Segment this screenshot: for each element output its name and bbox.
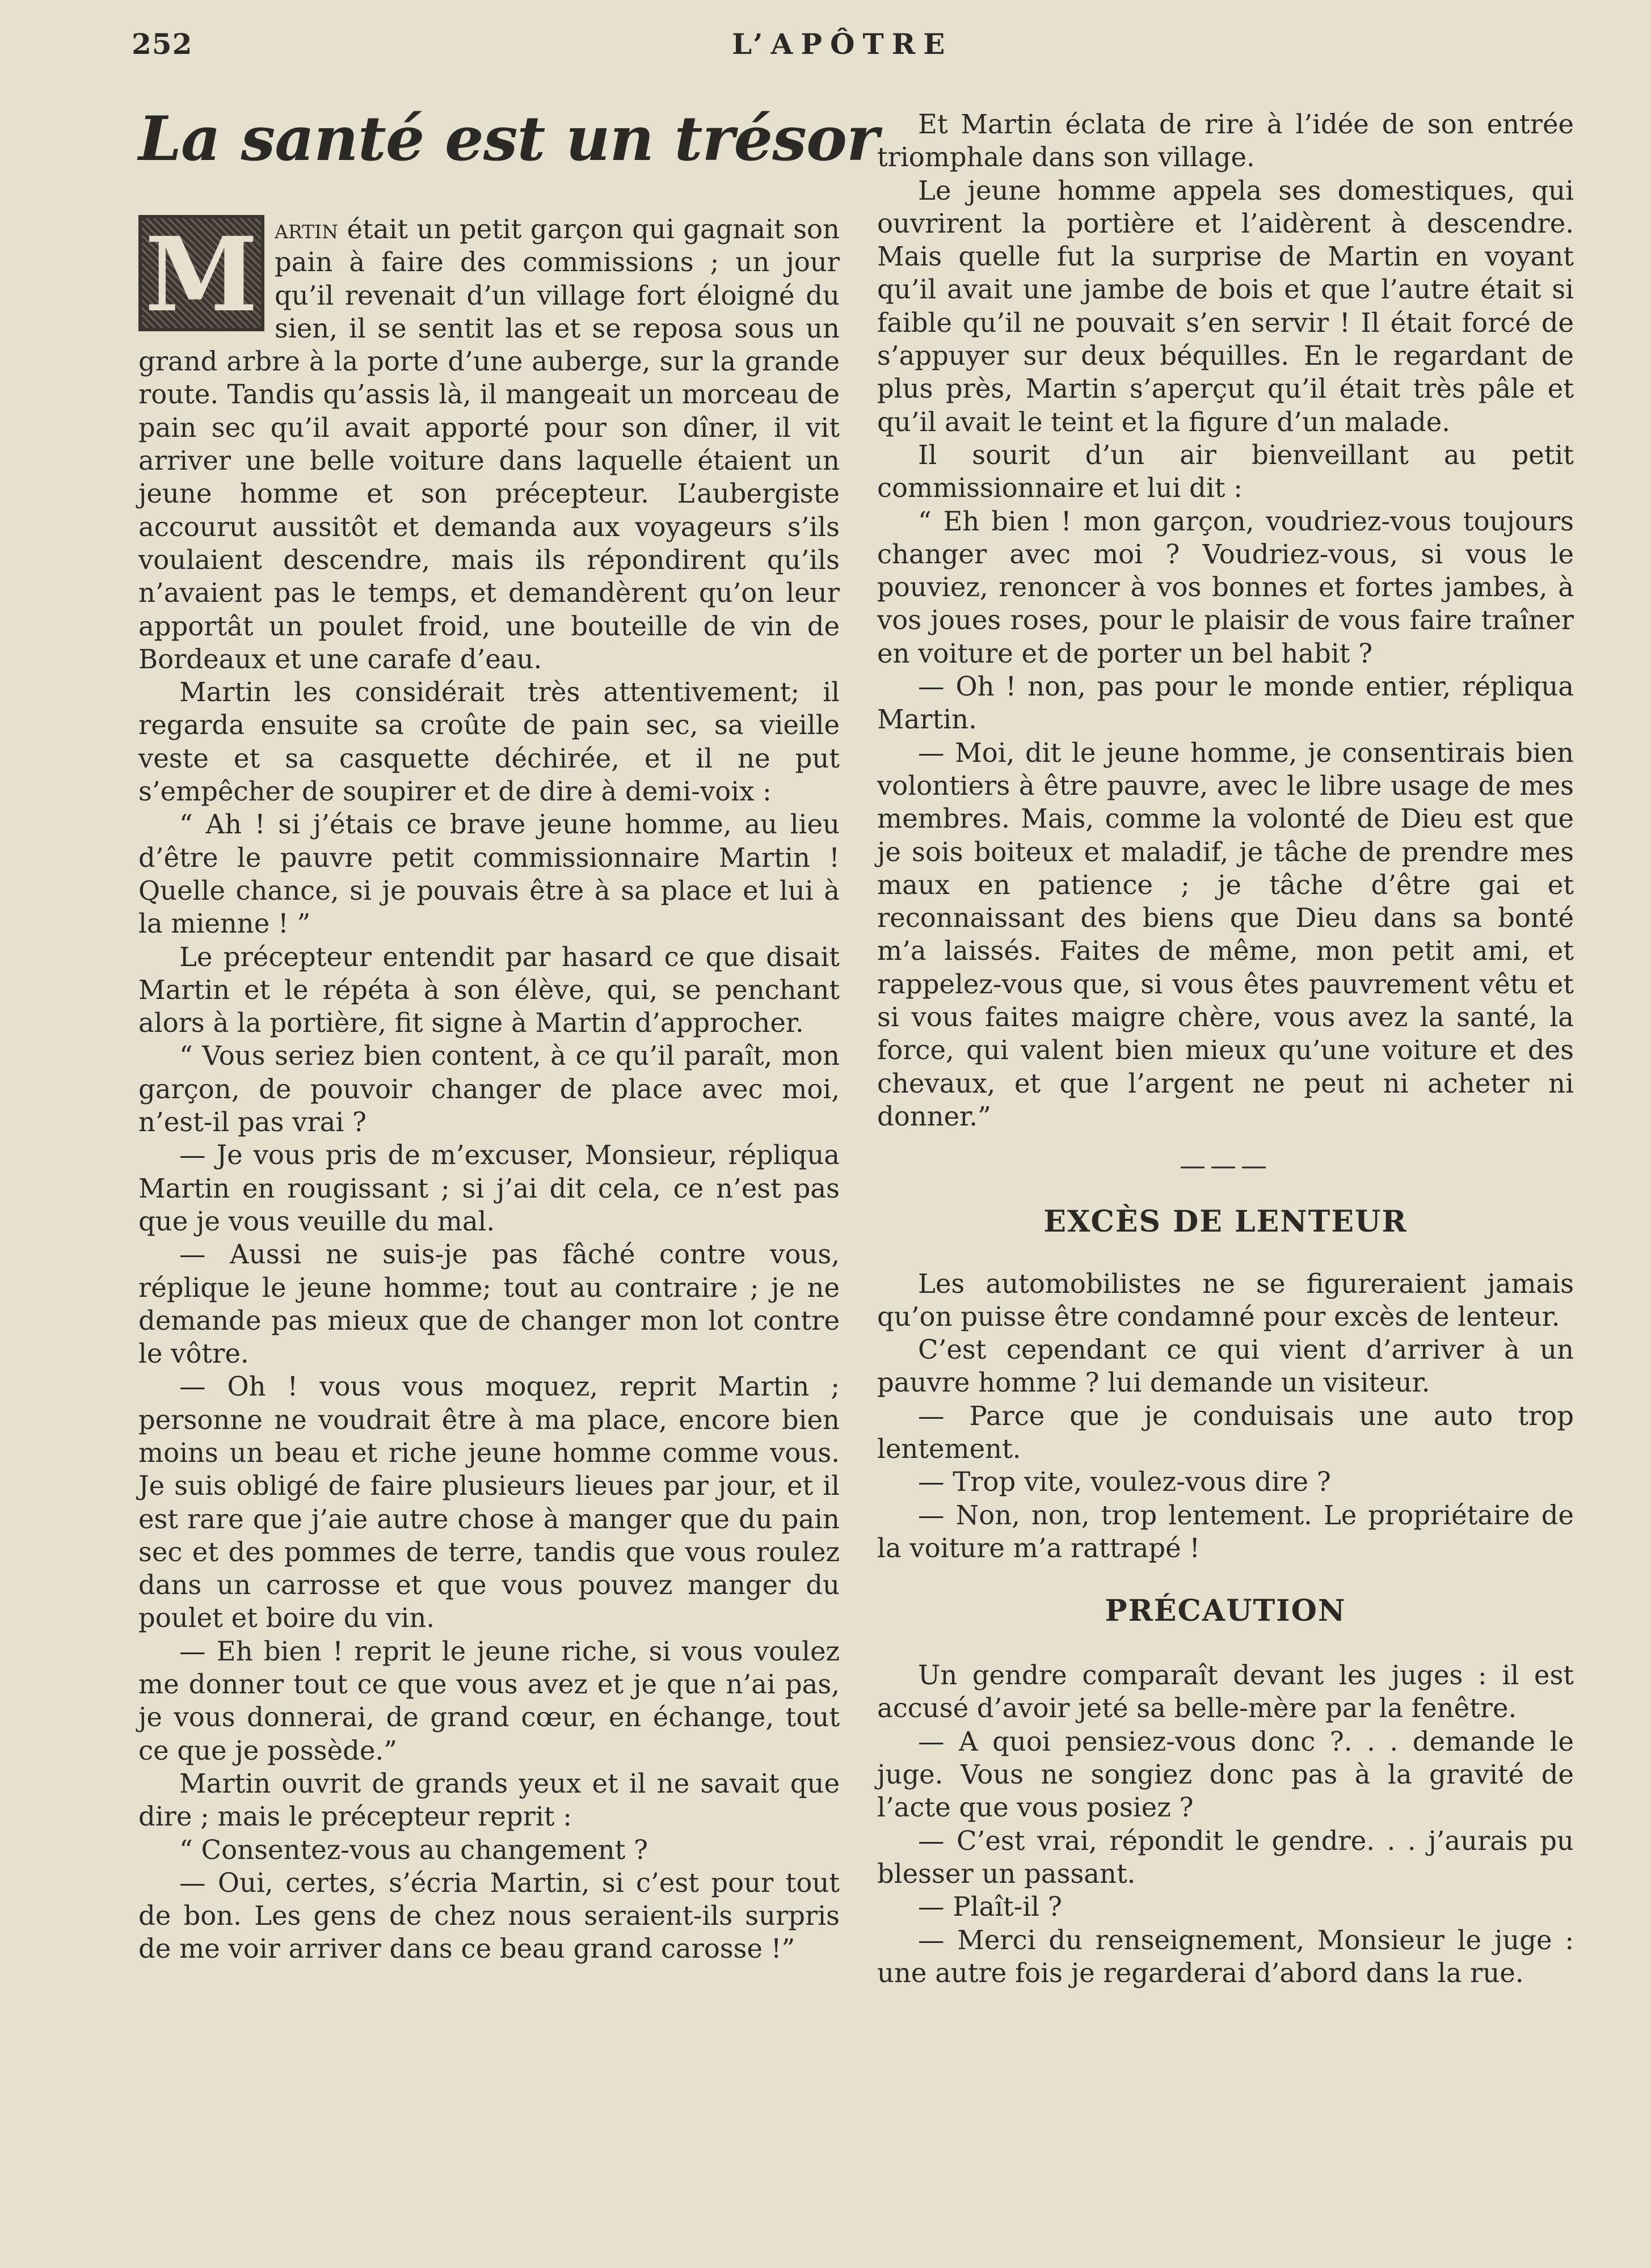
first-word-rest: artin xyxy=(275,214,339,244)
paragraph-text: était un petit garçon qui gagnait son pain à faire des commissions ; un jour qu’il revenait d’un village fort éloigné du sien, il se sentit las et se reposa sous un grand arbre à la porte d’une auberge, sur la grande route. Tandis qu’assis là, il mangeait un morceau de pain sec qu’il avait apporté pour son dîner, il vit arriver une belle voiture dans laquelle étaient un jeune homme et son précepteur. L’aubergiste accourut aussitôt et demanda aux voyageurs s’ils voulaient descendre, mais ils répondirent qu’ils n’avaient pas le temps, et demandèrent qu’on leur apportât un poulet froid, une bouteille de vin de Bordeaux et une carafe d’eau. xyxy=(138,214,840,675)
article-title: La santé est un trésor xyxy=(138,103,878,175)
lenteur-paragraph: — Non, non, trop lentement. Le propriétaire de la voiture m’a rattrapé ! xyxy=(877,1499,1574,1563)
right-column xyxy=(877,108,1574,1989)
page-number: 252 xyxy=(132,27,193,61)
left-column xyxy=(138,99,878,1966)
lenteur-paragraph: Les automobilistes ne se figureraient jamais qu’on puisse être condamné pour excès de lenteur. xyxy=(877,1268,1574,1332)
dropcap-letter: M xyxy=(145,215,258,335)
article-paragraph: — Eh bien ! reprit le jeune riche, si vous voulez me donner tout ce que vous avez et je que n’ai pas, je vous donnerai, de grand cœur, en échange, tout ce que je possède.” xyxy=(138,1635,840,1766)
lenteur-paragraph: — Trop vite, voulez-vous dire ? xyxy=(918,1466,1331,1498)
article-paragraph: Le précepteur entendit par hasard ce que disait Martin et le répéta à son élève, qui, se penchant alors à la portière, fit signe à Martin d’approcher. xyxy=(138,941,840,1039)
precaution-paragraph: — C’est vrai, répondit le gendre. . . j’aurais pu blesser un passant. xyxy=(877,1825,1574,1889)
article-paragraph xyxy=(138,213,840,676)
lenteur-paragraph: — Parce que je conduisais une auto trop lentement. xyxy=(877,1400,1574,1464)
section-heading-lenteur: EXCÈS DE LENTEUR xyxy=(1043,1204,1408,1239)
dropcap-ornament xyxy=(138,215,264,335)
article-paragraph: — Oh ! non, pas pour le monde entier, répliqua Martin. xyxy=(877,671,1574,735)
article-paragraph: “ Eh bien ! mon garçon, voudriez-vous toujours changer avec moi ? Voudriez-vous, si vous le pouviez, renoncer à vos bonnes et fortes jambes, à vos joues roses, pour le plaisir de vous faire traîner en voiture et de porter un bel habit ? xyxy=(877,505,1574,669)
article-paragraph: “ Vous seriez bien content, à ce qu’il paraît, mon garçon, de pouvoir changer de place avec moi, n’est-il pas vrai ? xyxy=(138,1040,840,1138)
article-paragraph: “ Ah ! si j’étais ce brave jeune homme, au lieu d’être le pauvre petit commissionnaire Martin ! Quelle chance, si je pouvais être à sa place et lui à la mienne ! ” xyxy=(138,809,840,939)
article-paragraph: Il sourit d’un air bienveillant au petit commissionnaire et lui dit : xyxy=(877,439,1574,504)
article-paragraph: — Moi, dit le jeune homme, je consentirais bien volontiers à être pauvre, avec le libre usage de mes membres. Mais, comme la volonté de Dieu est que je sois boiteux et maladif, je tâche de prendre mes maux en patience ; je tâche d’être gai et reconnaissant des biens que Dieu dans sa bonté m’a laissés. Faites de même, mon petit ami, et rappelez-vous que, si vous êtes pauvrement vêtu et si vous faites maigre chère, vous avez la santé, la force, qui valent bien mieux qu’une voiture et des chevaux, et que l’argent ne peut ni acheter ni donner.” xyxy=(877,737,1574,1132)
lenteur-paragraph: C’est cependant ce qui vient d’arriver à un pauvre homme ? lui demande un visiteur. xyxy=(877,1334,1574,1398)
article-paragraph: — Oui, certes, s’écria Martin, si c’est pour tout de bon. Les gens de chez nous seraient-ils surpris de me voir arriver dans ce beau grand carosse !” xyxy=(138,1867,840,1965)
article-paragraph: “ Consentez-vous au changement ? xyxy=(179,1834,648,1865)
article-paragraph: — Oh ! vous vous moquez, reprit Martin ; personne ne voudrait être à ma place, encore bien moins un beau et riche jeune homme comme vous. Je suis obligé de faire plusieurs lieues par jour, et il est rare que j’aie autre chose à manger que du pain sec et des pommes de terre, tandis que vous roulez dans un carrosse et que vous pouvez manger du poulet et boire du vin. xyxy=(138,1371,840,1634)
precaution-paragraph: — Plaît-il ? xyxy=(918,1891,1062,1923)
precaution-paragraph: Un gendre comparaît devant les juges : il est accusé d’avoir jeté sa belle-mère par la fenêtre. xyxy=(877,1660,1574,1724)
article-paragraph: Le jeune homme appela ses domestiques, qui ouvrirent la portière et l’aidèrent à descendre. Mais quelle fut la surprise de Martin en voyant qu’il avait une jambe de bois et que l’autre était si faible qu’il ne pouvait s’en servir ! Il était forcé de s’appuyer sur deux béquilles. En le regardant de plus près, Martin s’aperçut qu’il était très pâle et qu’il avait le teint et la figure d’un malade. xyxy=(877,175,1574,437)
article-paragraph: — Je vous pris de m’excuser, Monsieur, répliqua Martin en rougissant ; si j’ai dit cela, ce n’est pas que je vous veuille du mal. xyxy=(138,1140,840,1237)
section-separator: ——— xyxy=(1180,1150,1271,1181)
article-paragraph: — Aussi ne suis-je pas fâché contre vous, réplique le jeune homme; tout au contraire ; je ne demande pas mieux que de changer mon lot contre le vôtre. xyxy=(138,1239,840,1369)
precaution-paragraph: — A quoi pensiez-vous donc ?. . . demande le juge. Vous ne songiez donc pas à la gravité de l’acte que vous posiez ? xyxy=(877,1726,1574,1823)
running-head: L’APÔTRE xyxy=(732,27,953,61)
article-paragraph: Martin ouvrit de grands yeux et il ne savait que dire ; mais le précepteur reprit : xyxy=(138,1768,840,1832)
section-heading-precaution: PRÉCAUTION xyxy=(1105,1593,1346,1629)
article-paragraph: Et Martin éclata de rire à l’idée de son entrée triomphale dans son village. xyxy=(877,109,1574,173)
precaution-paragraph: — Merci du renseignement, Monsieur le juge : une autre fois je regarderai d’abord dans la rue. xyxy=(877,1924,1574,1988)
article-paragraph: Martin les considérait très attentivement; il regarda ensuite sa croûte de pain sec, sa vieille veste et sa casquette déchirée, et il ne put s’empêcher de soupirer et de dire à demi-voix : xyxy=(138,677,840,807)
